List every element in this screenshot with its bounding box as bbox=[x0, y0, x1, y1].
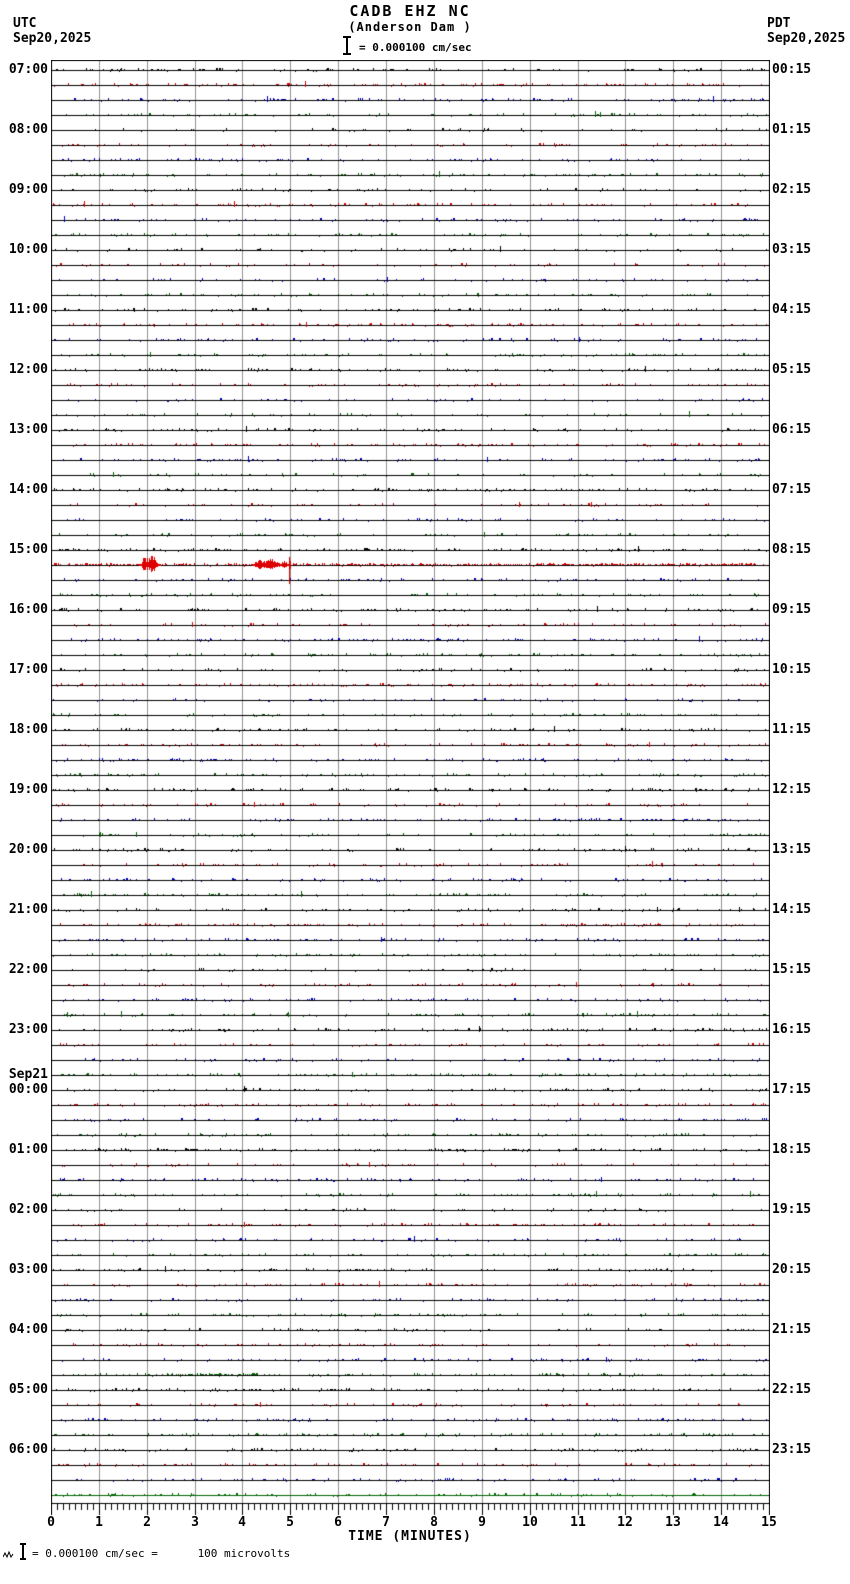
utc-time-label: 13:00 bbox=[8, 422, 48, 437]
pdt-time-label: 19:15 bbox=[772, 1202, 812, 1217]
utc-time-label: 10:00 bbox=[8, 242, 48, 257]
scale-bar-icon bbox=[19, 1543, 27, 1564]
wiggle-icon bbox=[3, 1544, 14, 1563]
footer-scale-text: = 0.000100 cm/sec = 100 microvolts bbox=[32, 1546, 291, 1560]
utc-time-label: 15:00 bbox=[8, 542, 48, 557]
utc-time-label: 07:00 bbox=[8, 62, 48, 77]
date-right: Sep20,2025 bbox=[767, 31, 846, 46]
minute-tick-label: 3 bbox=[191, 1515, 199, 1530]
utc-time-label: 21:00 bbox=[8, 902, 48, 917]
utc-time-label: 19:00 bbox=[8, 782, 48, 797]
pdt-time-label: 18:15 bbox=[772, 1142, 812, 1157]
utc-time-label: 18:00 bbox=[8, 722, 48, 737]
pdt-time-label: 04:15 bbox=[772, 302, 812, 317]
utc-time-label: 04:00 bbox=[8, 1322, 48, 1337]
pdt-time-label: 03:15 bbox=[772, 242, 812, 257]
date-left: Sep20,2025 bbox=[13, 31, 92, 46]
minute-tick-label: 14 bbox=[713, 1515, 729, 1530]
timezone-left: UTC bbox=[13, 16, 37, 31]
scale-bar-icon bbox=[342, 36, 352, 59]
utc-time-label: 23:00 bbox=[8, 1022, 48, 1037]
pdt-time-label: 05:15 bbox=[772, 362, 812, 377]
pdt-time-label: 13:15 bbox=[772, 842, 812, 857]
pdt-time-label: 12:15 bbox=[772, 782, 812, 797]
utc-time-label: 17:00 bbox=[8, 662, 48, 677]
minute-tick-label: 0 bbox=[47, 1515, 55, 1530]
utc-time-label: 06:00 bbox=[8, 1442, 48, 1457]
utc-time-label: 09:00 bbox=[8, 182, 48, 197]
utc-time-label: 05:00 bbox=[8, 1382, 48, 1397]
minute-tick-label: 9 bbox=[478, 1515, 486, 1530]
pdt-time-label: 23:15 bbox=[772, 1442, 812, 1457]
pdt-time-label: 08:15 bbox=[772, 542, 812, 557]
pdt-time-label: 17:15 bbox=[772, 1082, 812, 1097]
minute-tick-label: 1 bbox=[95, 1515, 103, 1530]
utc-time-label: 12:00 bbox=[8, 362, 48, 377]
pdt-time-label: 07:15 bbox=[772, 482, 812, 497]
utc-time-label: 16:00 bbox=[8, 602, 48, 617]
minute-tick-label: 4 bbox=[238, 1515, 246, 1530]
minute-tick-label: 6 bbox=[334, 1515, 342, 1530]
utc-time-label: 01:00 bbox=[8, 1142, 48, 1157]
utc-time-label: 08:00 bbox=[8, 122, 48, 137]
utc-time-label: 22:00 bbox=[8, 962, 48, 977]
x-axis-label: TIME (MINUTES) bbox=[348, 1529, 472, 1544]
pdt-time-label: 09:15 bbox=[772, 602, 812, 617]
minute-tick-label: 13 bbox=[665, 1515, 681, 1530]
pdt-time-label: 06:15 bbox=[772, 422, 812, 437]
pdt-time-label: 20:15 bbox=[772, 1262, 812, 1277]
pdt-time-label: 22:15 bbox=[772, 1382, 812, 1397]
minute-tick-label: 15 bbox=[761, 1515, 777, 1530]
pdt-time-label: 00:15 bbox=[772, 62, 812, 77]
pdt-time-label: 14:15 bbox=[772, 902, 812, 917]
utc-time-label: 02:00 bbox=[8, 1202, 48, 1217]
utc-time-label: 14:00 bbox=[8, 482, 48, 497]
utc-time-label: 00:00 bbox=[8, 1082, 48, 1097]
pdt-time-label: 10:15 bbox=[772, 662, 812, 677]
timezone-right: PDT bbox=[767, 16, 791, 31]
footer-scale-note bbox=[3, 1544, 290, 1562]
scale-label: = 0.000100 cm/sec bbox=[359, 41, 472, 54]
utc-time-label: 03:00 bbox=[8, 1262, 48, 1277]
pdt-time-label: 02:15 bbox=[772, 182, 812, 197]
minute-tick-label: 12 bbox=[617, 1515, 633, 1530]
utc-time-label: 11:00 bbox=[8, 302, 48, 317]
minute-tick-label: 2 bbox=[143, 1515, 151, 1530]
minute-tick-label: 10 bbox=[522, 1515, 538, 1530]
station-title: CADB EHZ NC bbox=[349, 2, 471, 20]
minute-tick-label: 8 bbox=[430, 1515, 438, 1530]
utc-time-label: Sep21 bbox=[8, 1067, 48, 1082]
minute-tick-label: 7 bbox=[382, 1515, 390, 1530]
minute-tick-label: 11 bbox=[570, 1515, 586, 1530]
seismogram-plot bbox=[51, 60, 770, 1518]
pdt-time-label: 16:15 bbox=[772, 1022, 812, 1037]
minute-tick-label: 5 bbox=[286, 1515, 294, 1530]
pdt-time-label: 11:15 bbox=[772, 722, 812, 737]
pdt-time-label: 01:15 bbox=[772, 122, 812, 137]
pdt-time-label: 21:15 bbox=[772, 1322, 812, 1337]
utc-time-label: 20:00 bbox=[8, 842, 48, 857]
pdt-time-label: 15:15 bbox=[772, 962, 812, 977]
station-subtitle: (Anderson Dam ) bbox=[348, 20, 472, 34]
amplitude-scale-header bbox=[342, 36, 472, 59]
